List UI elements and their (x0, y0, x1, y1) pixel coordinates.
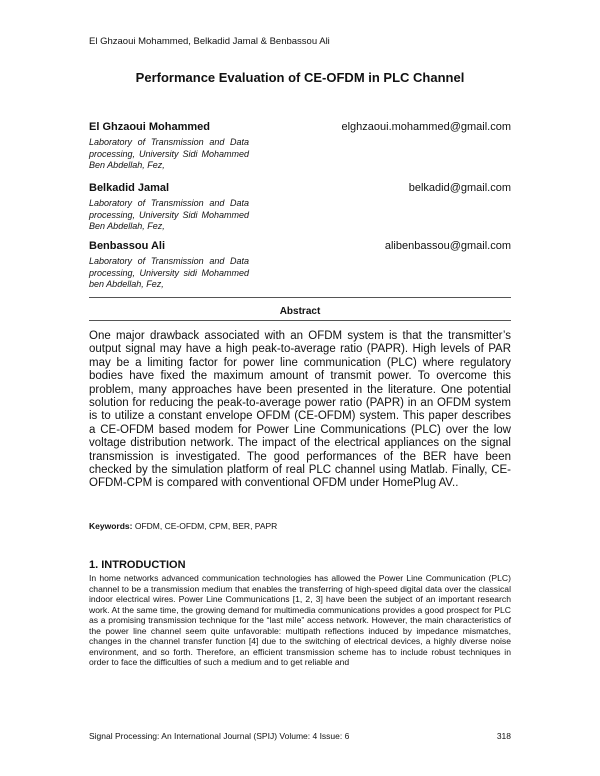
introduction-text: In home networks advanced communication technologies has allowed the Power Line Communication (PLC) channel to be a transmission medium that enables the transferring of high-speed digital data over the classical indoor electrical wires. Power Line Communications [1, 2, 3] have been the subject of an important research work. At the same time, the growing demand for multimedia communications provides a good prospect for PLC as a promising transmission technique for the “last mile” access network. However, the main characteristics of the power line channel seem quite unfavorable: multipath reflections induced by impedance mismatches, changes in the channel transfer function [4] due to the switching of electrical devices, a highly diverse noise environment, and so forth. Therefore, an efficient transmission scheme has to include robust techniques in order to face the difficulties of such a medium and to get reliable and (89, 573, 511, 668)
abstract-text: One major drawback associated with an OFDM system is that the transmitter’s output signal may have a high peak-to-average ratio (PAPR). High levels of PAR may be a limiting factor for power line communication (PLC) where regulatory bodies have fixed the maximum amount of transmit power. To overcome this problem, many approaches have been presented in the literature. One potential solution for reducing the peak-to-average power ratio (PAPR) in an OFDM system is to utilize a constant envelope OFDM (CE-OFDM) system. This paper describes a CE-OFDM based modem for Power Line Communications (PLC) over the low voltage distribution network. The impact of the electrical appliances on the signal transmission is investigated. The good performances of the BER have been checked by the simulation platform of real PLC channel using Matlab. Finally, CE-OFDM-CPM is compared with conventional OFDM under HomePlug AV.. (89, 330, 511, 490)
author-email-3[interactable]: alibenbassou@gmail.com (384, 240, 511, 252)
author-name-1: El Ghzaoui Mohammed (89, 121, 211, 133)
author-affiliation-1: Laboratory of Transmission and Data processing, University Sidi Mohammed Ben Abdellah, Fez, (89, 137, 249, 171)
author-affiliation-3: Laboratory of Transmission and Data processing, University sidi Mohammed ben Abdellah, Fez, (89, 256, 249, 290)
author-email-1[interactable]: elghzaoui.mohammed@gmail.com (341, 121, 511, 133)
page-number: 318 (496, 731, 511, 741)
divider-top (89, 297, 511, 298)
abstract-heading: Abstract (279, 306, 321, 317)
keywords-text: OFDM, CE-OFDM, CPM, BER, PAPR (134, 521, 278, 531)
author-affiliation-2: Laboratory of Transmission and Data processing, University Sidi Mohammed Ben Abdellah, Fez, (89, 198, 249, 232)
author-email-2[interactable]: belkadid@gmail.com (408, 182, 511, 194)
divider-bottom (89, 320, 511, 321)
running-head: El Ghzaoui Mohammed, Belkadid Jamal & Benbassou Ali (89, 36, 330, 47)
section-heading-introduction: 1. INTRODUCTION (89, 559, 186, 571)
paper-title: Performance Evaluation of CE-OFDM in PLC Channel (135, 70, 465, 85)
author-name-2: Belkadid Jamal (89, 182, 170, 194)
author-name-3: Benbassou Ali (89, 240, 165, 252)
keywords (89, 521, 277, 531)
keywords-label: Keywords: (89, 521, 133, 531)
footer-journal: Signal Processing: An International Journal (SPIJ) Volume: 4 Issue: 6 (89, 731, 350, 741)
